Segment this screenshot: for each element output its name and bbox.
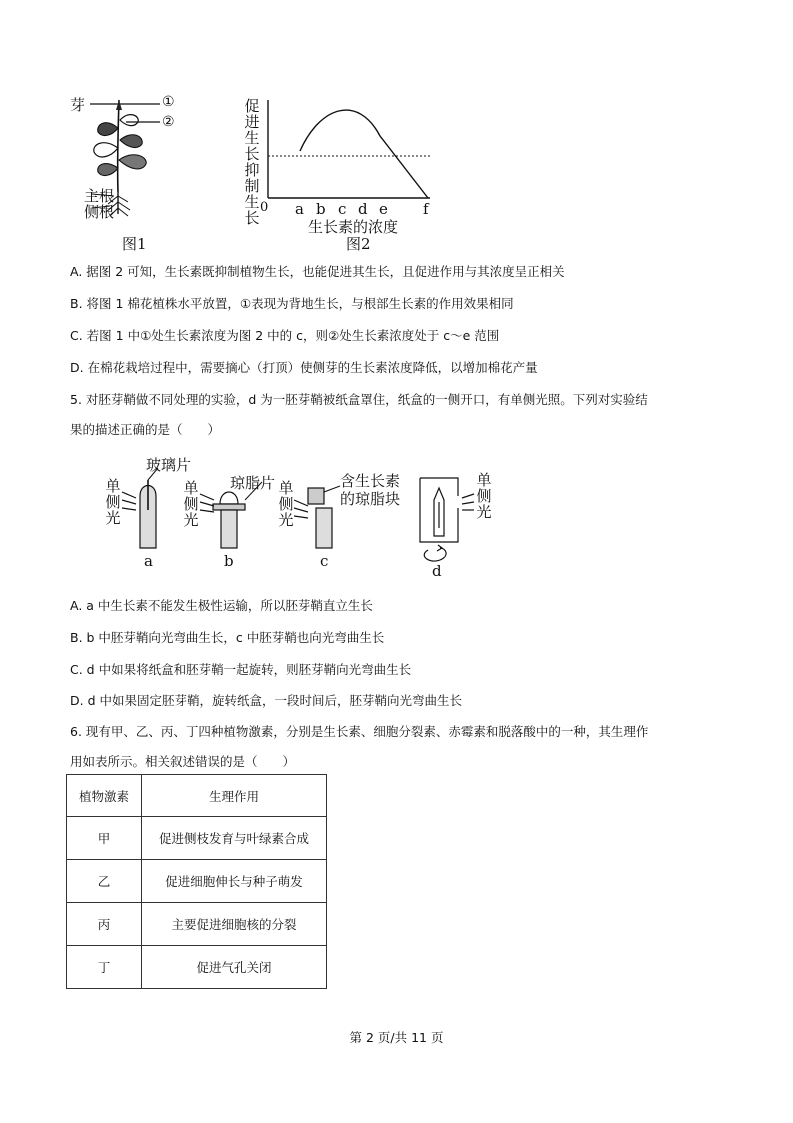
coleoptile-experiment-figure xyxy=(100,452,500,582)
light-label-b: 单侧光 xyxy=(183,479,199,529)
tick-a: a xyxy=(295,200,304,218)
agar-slice-label: 琼脂片 xyxy=(230,474,276,492)
bud-label: 芽 xyxy=(70,96,86,114)
table-cell-function: 促进细胞伸长与种子萌发 xyxy=(142,860,327,903)
q6-stem-line1: 6. 现有甲、乙、丙、丁四种植物激素，分别是生长素、细胞分裂素、赤霉素和脱落酸中的一种，其生理作 xyxy=(70,724,649,739)
marker-2: ② xyxy=(162,114,175,130)
letter-a: a xyxy=(144,552,153,570)
marker-1: ① xyxy=(162,94,175,110)
figure-2 xyxy=(240,96,440,254)
y-label-promote: 促进生长 xyxy=(244,97,260,163)
q4-option-a: A. 据图 2 可知，生长素既抑制植物生长，也能促进其生长，且促进作用与其浓度呈正相关 xyxy=(70,264,565,279)
q4-option-c: C. 若图 1 中①处生长素浓度为图 2 中的 c，则②处生长素浓度处于 c～e 范围 xyxy=(70,328,500,343)
table-cell-function: 促进气孔关闭 xyxy=(142,946,327,989)
table-cell-hormone: 乙 xyxy=(67,860,142,903)
table-row xyxy=(67,903,327,946)
table-header-hormone: 植物激素 xyxy=(67,775,142,817)
table-row xyxy=(67,860,327,903)
table-cell-hormone: 甲 xyxy=(67,817,142,860)
q4-option-d: D. 在棉花栽培过程中，需要摘心（打顶）使侧芽的生长素浓度降低，以增加棉花产量 xyxy=(70,360,538,375)
main-root-label: 主根 xyxy=(84,187,115,205)
table-cell-hormone: 丙 xyxy=(67,903,142,946)
figure-1 xyxy=(70,92,200,252)
q5-stem-line1: 5. 对胚芽鞘做不同处理的实验，d 为一胚芽鞘被纸盒罩住，纸盒的一侧开口，有单侧光照。下列对实验结 xyxy=(70,392,648,407)
page-footer: 第 2 页/共 11 页 xyxy=(349,1030,444,1045)
y-label-inhibit: 抑制生长 xyxy=(244,161,260,227)
figure-1-caption: 图1 xyxy=(122,235,147,253)
origin-label: 0 xyxy=(260,200,269,215)
figure-2-caption: 图2 xyxy=(346,235,371,253)
q5-option-c: C. d 中如果将纸盒和胚芽鞘一起旋转，则胚芽鞘向光弯曲生长 xyxy=(70,662,412,677)
table-row xyxy=(67,817,327,860)
light-label-a: 单侧光 xyxy=(105,477,121,527)
q5-option-a: A. a 中生长素不能发生极性运输，所以胚芽鞘直立生长 xyxy=(70,598,373,613)
q4-option-b: B. 将图 1 棉花植株水平放置，①表现为背地生长，与根部生长素的作用效果相同 xyxy=(70,296,514,311)
q5-option-b: B. b 中胚芽鞘向光弯曲生长，c 中胚芽鞘也向光弯曲生长 xyxy=(70,630,385,645)
letter-c: c xyxy=(320,552,329,570)
letter-b: b xyxy=(224,552,234,570)
tick-b: b xyxy=(316,200,326,218)
tick-f: f xyxy=(423,200,429,218)
light-label-d: 单侧光 xyxy=(476,471,492,521)
hormone-table xyxy=(66,774,327,989)
q5-option-d: D. d 中如果固定胚芽鞘，旋转纸盒，一段时间后，胚芽鞘向光弯曲生长 xyxy=(70,693,462,708)
q6-stem-line2: 用如表所示。相关叙述错误的是（ ） xyxy=(70,754,296,769)
tick-e: e xyxy=(379,200,388,218)
table-cell-function: 主要促进细胞核的分裂 xyxy=(142,903,327,946)
table-row xyxy=(67,946,327,989)
tick-d: d xyxy=(358,200,368,218)
tick-c: c xyxy=(338,200,347,218)
table-cell-hormone: 丁 xyxy=(67,946,142,989)
letter-d: d xyxy=(432,562,442,580)
auxin-curve-chart xyxy=(240,96,440,206)
table-header-row xyxy=(67,775,327,817)
auxin-block-label: 含生长素的琼脂块 xyxy=(340,472,401,508)
x-axis-label: 生长素的浓度 xyxy=(308,218,399,236)
glass-slide-label: 玻璃片 xyxy=(146,456,192,474)
table-cell-function: 促进侧枝发育与叶绿素合成 xyxy=(142,817,327,860)
lateral-root-label: 侧根 xyxy=(84,203,115,221)
q5-stem-line2: 果的描述正确的是（ ） xyxy=(70,422,221,437)
table-header-function: 生理作用 xyxy=(142,775,327,817)
light-label-c: 单侧光 xyxy=(278,479,294,529)
